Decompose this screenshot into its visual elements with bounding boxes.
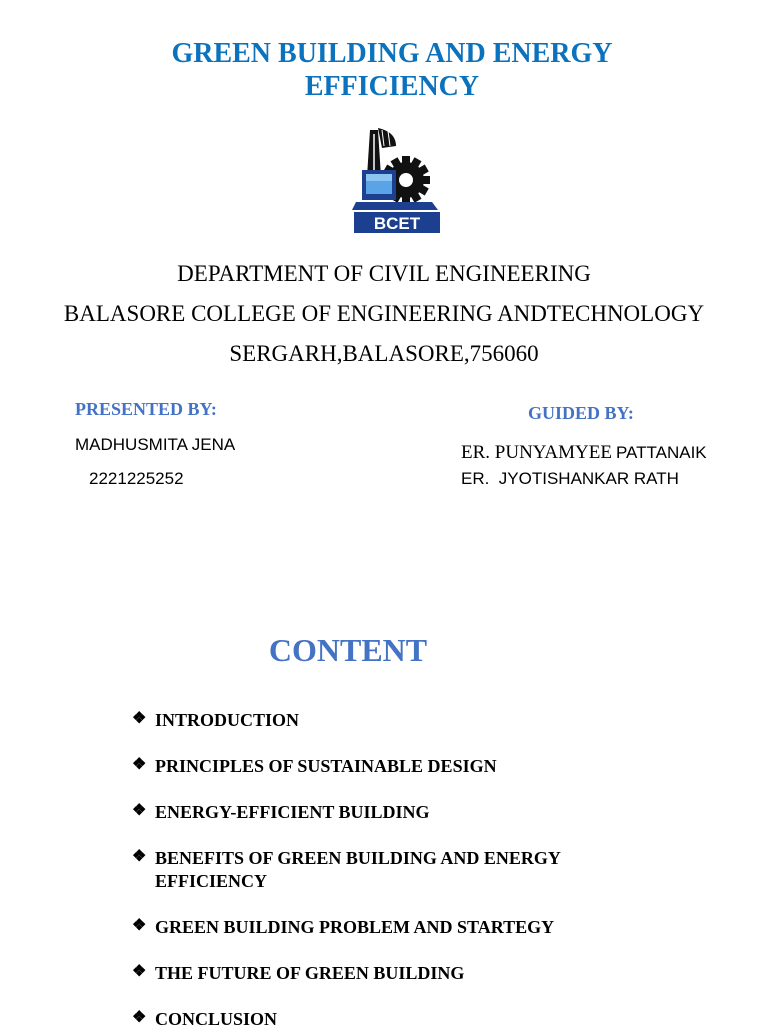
- list-item: [132, 1008, 652, 1031]
- list-item-text: CONCLUSION: [155, 1009, 278, 1029]
- guide-2: ER. JYOTISHANKAR RATH: [461, 469, 679, 488]
- guide-1: [461, 442, 707, 464]
- list-item: [132, 916, 652, 939]
- college-address: SERGARH,BALASORE,756060: [229, 341, 539, 366]
- diamond-bullet-icon: ❖: [132, 756, 147, 773]
- guided-by-label: GUIDED BY:: [528, 403, 634, 423]
- list-item: [132, 801, 652, 824]
- guide-1-prefix: ER. PUNYAMYEE: [461, 442, 612, 463]
- presenter-name: MADHUSMITA JENA: [75, 435, 236, 454]
- list-item: [132, 709, 652, 732]
- diamond-bullet-icon: ❖: [132, 963, 147, 980]
- title-line-2: EFFICIENCY: [304, 71, 480, 102]
- list-item-text: THE FUTURE OF GREEN BUILDING: [155, 963, 465, 983]
- department-name: DEPARTMENT OF CIVIL ENGINEERING: [177, 261, 591, 286]
- diamond-bullet-icon: ❖: [132, 848, 147, 865]
- presenter-id: 2221225252: [89, 469, 184, 488]
- college-name: BALASORE COLLEGE OF ENGINEERING ANDTECHNOLOGY: [63, 301, 705, 326]
- diamond-bullet-icon: ❖: [132, 710, 147, 727]
- bcet-logo: [352, 122, 442, 234]
- list-item-text: ENERGY-EFFICIENT BUILDING: [155, 802, 430, 822]
- presented-by-label: PRESENTED BY:: [75, 399, 217, 419]
- title-line-1: GREEN BUILDING AND ENERGY: [171, 38, 613, 69]
- list-item-text: GREEN BUILDING PROBLEM AND STARTEGY: [155, 917, 555, 937]
- diamond-bullet-icon: ❖: [132, 917, 147, 934]
- bcet-logo-icon: [352, 122, 442, 234]
- diamond-bullet-icon: ❖: [132, 802, 147, 819]
- diamond-bullet-icon: ❖: [132, 1009, 147, 1026]
- document-title: [0, 37, 768, 103]
- list-item: [132, 962, 652, 985]
- list-item-text: BENEFITS OF GREEN BUILDING AND ENERGY EFFICIENCY: [155, 848, 561, 891]
- guide-1-suffix: PATTANAIK: [615, 443, 707, 462]
- list-item-text: PRINCIPLES OF SUSTAINABLE DESIGN: [155, 756, 497, 776]
- list-item: [132, 847, 602, 893]
- content-heading: CONTENT: [268, 632, 428, 668]
- list-item: [132, 755, 652, 778]
- list-item-text: INTRODUCTION: [155, 710, 300, 730]
- logo-text: BCET: [373, 214, 421, 233]
